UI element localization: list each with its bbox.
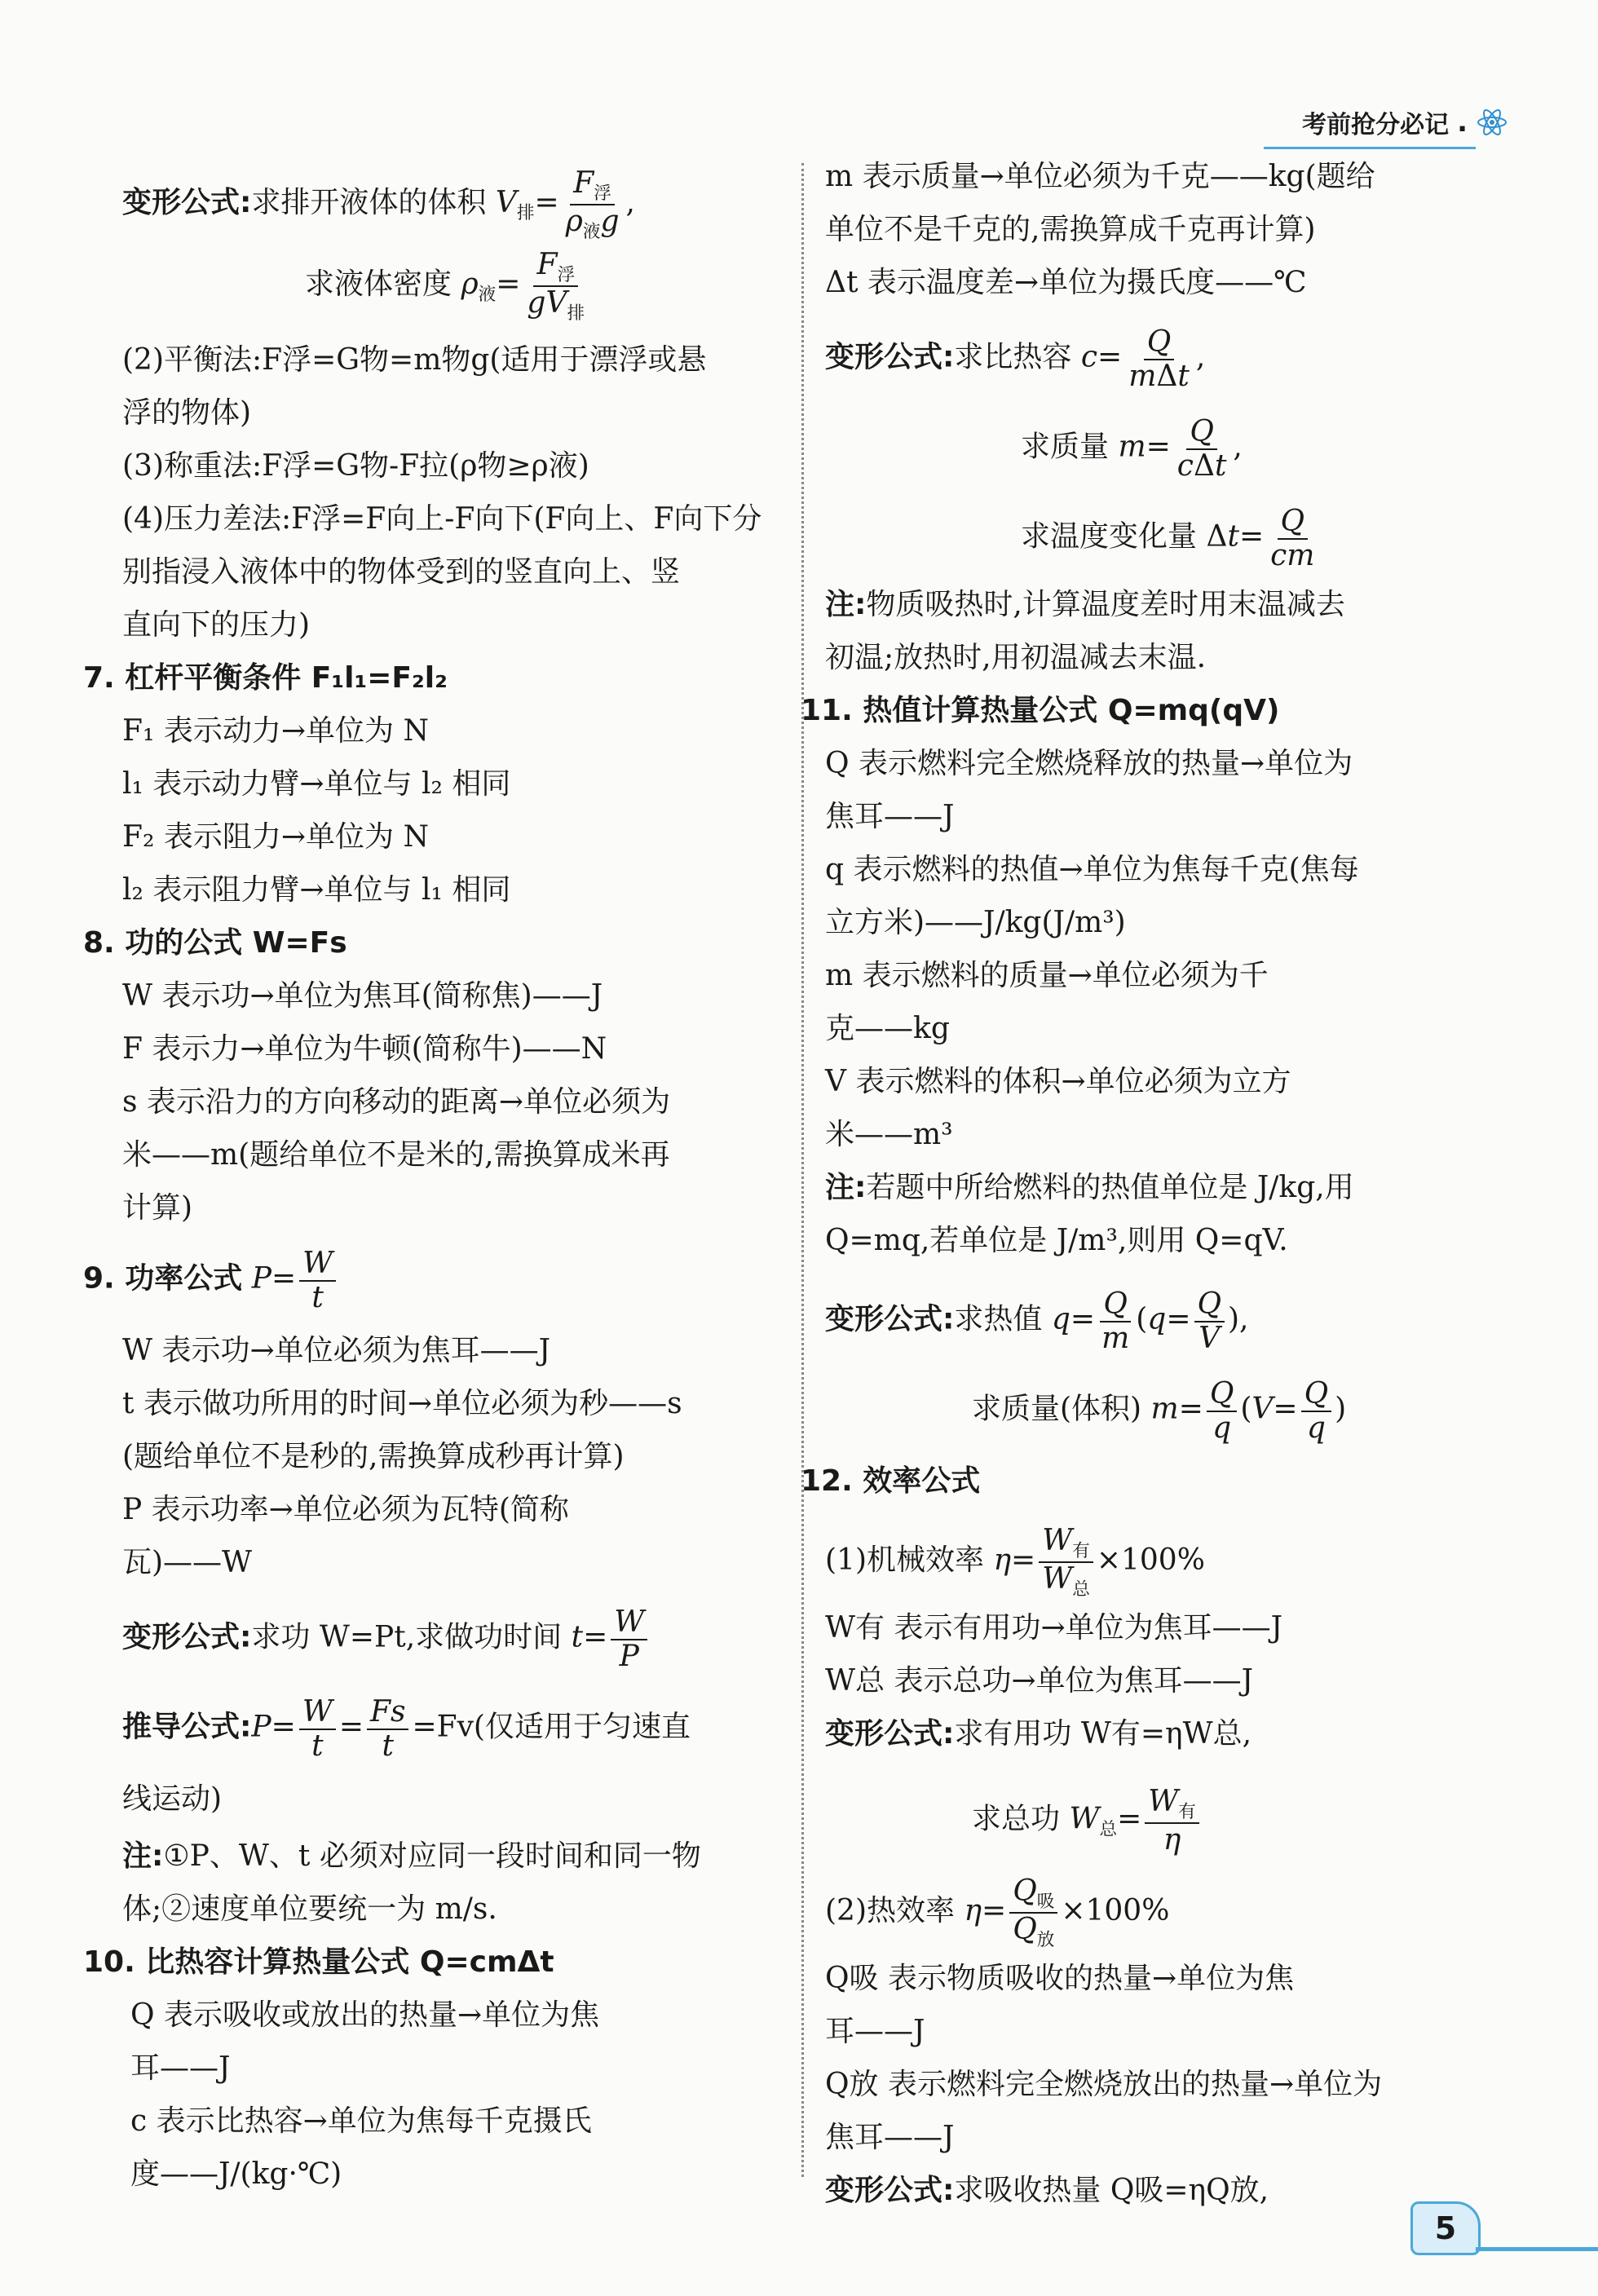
text-line: s 表示沿力的方向移动的距离→单位必须为 — [122, 1085, 671, 1119]
text-line: W有 表示有用功→单位为焦耳——J — [825, 1611, 1283, 1645]
text-line: c 表示比热容→单位为焦每千克摄氏 — [130, 2104, 592, 2138]
formula-line: 求质量(体积) m= $\frac{Q}{q}$ (V= $\frac{Q}{q}$ ) — [972, 1377, 1347, 1445]
text-line: l₁ 表示动力臂→单位与 l₂ 相同 — [122, 767, 511, 801]
text-line: 体;②速度单位要统一为 m/s. — [122, 1892, 497, 1926]
section-heading: 7. 杠杆平衡条件 F₁l₁=F₂l₂ — [83, 661, 448, 695]
text-line: 单位不是千克的,需换算成千克再计算) — [825, 213, 1316, 246]
text-line: W 表示功→单位必须为焦耳——J — [122, 1334, 551, 1367]
text-line: F₁ 表示动力→单位为 N — [122, 714, 429, 748]
formula-line: 求液体密度 $\rho_液=$ $F_浮$ $gV_排$ — [305, 248, 585, 325]
text-line: 克——kg — [825, 1012, 950, 1045]
text-line: 瓦)——W — [122, 1546, 253, 1579]
header-dot: . — [1457, 106, 1468, 139]
formula-line: (1)机械效率 η= $W_有$ $W_总$ ×100% — [825, 1524, 1205, 1601]
atom-icon — [1476, 106, 1508, 139]
formula-line: 变形公式:求排开液体的体积 $V_排=$ $F_浮$ $\rho_液g$ , — [122, 166, 635, 243]
column-divider — [801, 163, 804, 2177]
text-line: m 表示质量→单位必须为千克——kg(题给 — [825, 160, 1375, 193]
text-line: 初温;放热时,用初温减去末温. — [825, 641, 1207, 674]
formula-line: 求质量 m= Q cΔt , — [1021, 415, 1243, 483]
text-line: l₂ 表示阻力臂→单位与 l₁ 相同 — [122, 873, 511, 907]
text-line: W总 表示总功→单位为焦耳——J — [825, 1664, 1254, 1698]
text-line: 米——m³ — [825, 1118, 953, 1151]
page-number-underline — [1476, 2247, 1598, 2251]
text-line: (4)压力差法:F浮=F向上-F向下(F向上、F向下分 — [122, 502, 762, 536]
text-line: 别指浸入液体中的物体受到的竖直向上、竖 — [122, 555, 681, 589]
text-line: Q吸 表示物质吸收的热量→单位为焦 — [825, 1962, 1295, 1995]
text-line: Q放 表示燃料完全燃烧放出的热量→单位为 — [825, 2068, 1383, 2101]
text-line: P 表示功率→单位必须为瓦特(简称 — [122, 1493, 569, 1526]
page-header — [1302, 104, 1508, 140]
formula-line: 求温度变化量 Δt= $\frac{Q}{cm}$ — [1021, 505, 1315, 572]
text-line: 浮的物体) — [122, 396, 252, 430]
text-line: q 表示燃料的热值→单位为焦每千克(焦每 — [825, 853, 1359, 886]
formula-line: 求总功 $W_总=$ $W_有$ η — [972, 1786, 1494, 1857]
formula-line: 变形公式:求功 W=Pt,求做功时间 t= $\frac{W}{P}$ — [122, 1606, 783, 1672]
text-line: F₂ 表示阻力→单位为 N — [122, 820, 429, 854]
text-line: 焦耳——J — [825, 2121, 955, 2154]
text-line: (2)平衡法:F浮=G物=m物g(适用于漂浮或悬 — [122, 343, 707, 377]
text-line: 度——J/(kg·℃) — [130, 2157, 342, 2191]
formula-line: 变形公式:求热值 q= $\frac{Q}{m}$ (q= $\frac{Q}{V}$ ), — [825, 1287, 1249, 1355]
text-line: (3)称重法:F浮=G物-F拉(ρ物≥ρ液) — [122, 449, 589, 483]
section-heading: 10. 比热容计算热量公式 Q=cmΔt — [83, 1945, 554, 1979]
text-line: t 表示做功所用的时间→单位必须为秒——s — [122, 1387, 682, 1420]
text-line: Q 表示吸收或放出的热量→单位为焦 — [130, 1998, 600, 2032]
formula-line: 推导公式:P= $\frac{W}{t}$ = $\frac{Fs}{t}$ =Fv(仅适用于匀速直 — [122, 1695, 691, 1763]
section-heading: 8. 功的公式 W=Fs — [83, 926, 347, 960]
text-line: 线运动) — [122, 1782, 223, 1816]
text-line: 耳——J — [825, 2015, 925, 2048]
text-line: 直向下的压力) — [122, 608, 311, 642]
text-line: V 表示燃料的体积→单位必须为立方 — [825, 1065, 1291, 1098]
note-line: 注:①P、W、t 必须对应同一段时间和同一物 — [122, 1839, 701, 1873]
formula-line: 变形公式:求有用功 W有=ηW总, — [825, 1717, 1252, 1751]
section-heading: 12. 效率公式 — [801, 1464, 981, 1498]
text-line: 焦耳——J — [825, 800, 955, 833]
text-line: F 表示力→单位为牛顿(简称牛)——N — [122, 1032, 607, 1066]
text-line: Δt 表示温度差→单位为摄氏度——℃ — [825, 266, 1307, 299]
text-line: 计算) — [122, 1191, 193, 1225]
formula-line: 变形公式:求比热容 c= Q mΔt , — [825, 325, 1206, 393]
note-line: 注:若题中所给燃料的热值单位是 J/kg,用 — [825, 1171, 1354, 1204]
text-line: W 表示功→单位为焦耳(简称焦)——J — [122, 979, 603, 1013]
text-line: 立方米)——J/kg(J/m³) — [825, 906, 1126, 939]
header-underline — [1264, 147, 1476, 149]
text-line: m 表示燃料的质量→单位必须为千 — [825, 959, 1269, 992]
note-line: 注:物质吸热时,计算温度差时用末温减去 — [825, 588, 1345, 621]
text-line: 米——m(题给单位不是米的,需换算成米再 — [122, 1138, 670, 1172]
text-line: Q=mq,若单位是 J/m³,则用 Q=qV. — [825, 1224, 1288, 1257]
section-heading: 11. 热值计算热量公式 Q=mq(qV) — [801, 694, 1280, 727]
text-line: Q 表示燃料完全燃烧释放的热量→单位为 — [825, 747, 1353, 780]
text-line: (题给单位不是秒的,需换算成秒再计算) — [122, 1440, 625, 1473]
page-number: 5 — [1410, 2201, 1481, 2255]
formula-line: 变形公式:求吸收热量 Q吸=ηQ放, — [825, 2174, 1269, 2207]
formula-line: (2)热效率 η= $Q_吸$ $Q_放$ ×100% — [825, 1874, 1170, 1951]
header-title: 考前抢分必记 — [1302, 111, 1450, 139]
section-heading: 9. 功率公式 P= $\frac{W}{t}$ — [83, 1247, 783, 1314]
text-line: 耳——J — [130, 2051, 231, 2085]
